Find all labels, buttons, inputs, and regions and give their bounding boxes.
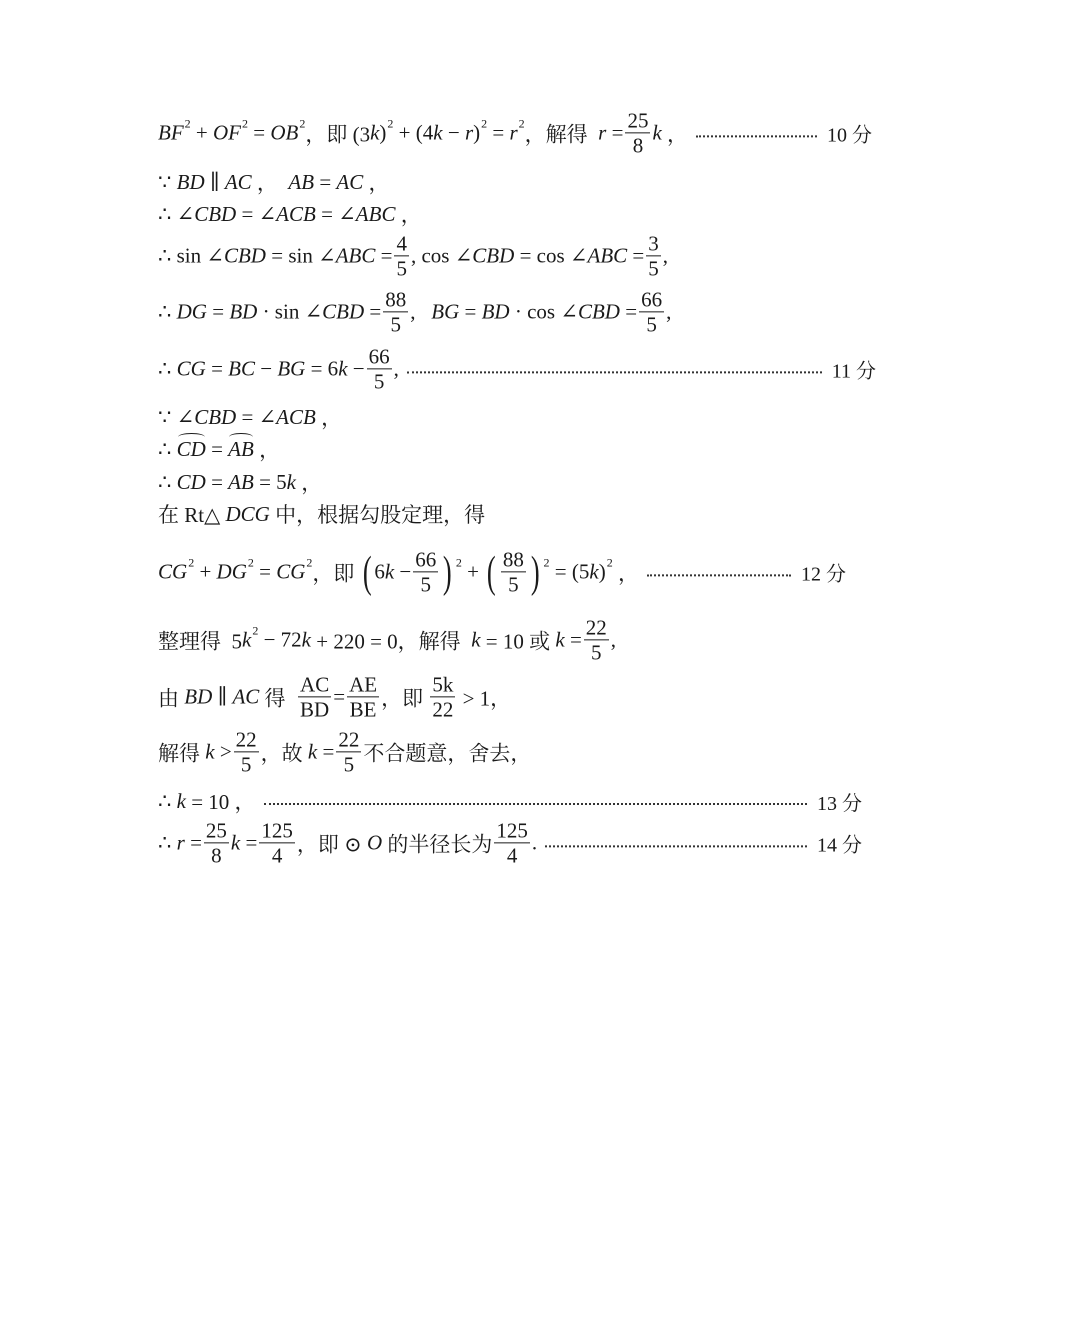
solution-line: [158, 108, 872, 157]
text: =: [314, 169, 337, 194]
text: =: [459, 299, 482, 324]
superscript: 2: [299, 116, 306, 131]
math-variable: k: [589, 559, 599, 584]
math-variable: BG: [277, 356, 306, 381]
text: >: [214, 739, 232, 764]
text: =: [315, 201, 339, 226]
text: ∴: [158, 436, 177, 461]
fraction: [501, 547, 526, 596]
text: = 10 或: [480, 629, 556, 653]
denominator: 5: [591, 640, 602, 665]
text: ∵: [158, 404, 177, 429]
math-variable: DCG: [225, 501, 270, 526]
text: · sin: [257, 299, 305, 324]
text: 由: [158, 686, 185, 710]
score-label: 11 分: [831, 360, 876, 383]
dot-leader: [264, 803, 807, 805]
superscript: 2: [543, 555, 550, 570]
math-variable: OB: [270, 120, 299, 145]
denominator: 5: [646, 312, 657, 337]
dot-leader: [545, 845, 807, 847]
math-variable: ∠CBD: [560, 299, 620, 324]
numerator: 66: [641, 287, 663, 312]
math-variable: CG: [158, 559, 188, 584]
text: ，: [251, 171, 289, 195]
numerator: 125: [261, 818, 293, 843]
fraction: [259, 818, 295, 867]
text: =: [364, 299, 382, 324]
numerator: 125: [496, 818, 528, 843]
math-variable: k: [176, 788, 186, 813]
superscript: 2: [306, 555, 313, 570]
solution-line: [158, 287, 671, 336]
score-label: 14 分: [817, 834, 862, 857]
text: +: [190, 120, 213, 145]
math-variable: BD: [184, 684, 213, 709]
denominator: 4: [506, 843, 518, 868]
score-label: 12 分: [801, 563, 846, 586]
text: =: [240, 830, 258, 855]
fraction: [584, 615, 609, 664]
fraction: [646, 231, 661, 280]
text: ∴: [158, 356, 177, 381]
numerator: AE: [349, 672, 378, 697]
text: ∥: [212, 684, 233, 709]
math-variable: r: [464, 120, 474, 145]
text: =: [375, 243, 393, 268]
math-variable: k: [307, 739, 318, 764]
text: =: [205, 469, 229, 494]
numerator: 3: [648, 231, 659, 256]
text: −: [442, 120, 465, 145]
math-variable: AC: [224, 169, 252, 194]
math-variable: r: [598, 120, 607, 145]
text: ): [379, 120, 387, 145]
math-variable: ∠CBD: [176, 404, 237, 429]
math-variable: k: [433, 120, 443, 145]
text: ∴ sin: [158, 243, 207, 268]
superscript: 2: [188, 555, 195, 570]
solution-line: [158, 547, 846, 596]
fraction: [413, 547, 438, 596]
text: = 6: [305, 356, 339, 381]
numerator: 25: [205, 818, 227, 843]
math-variable: BD: [229, 299, 258, 324]
math-variable: DG: [216, 559, 247, 584]
numerator: 88: [502, 547, 524, 572]
fraction: [204, 818, 229, 867]
text: , cos: [410, 243, 455, 268]
superscript: 2: [242, 116, 248, 131]
math-variable: r: [509, 120, 518, 145]
math-variable: k: [471, 627, 481, 652]
math-variable: k: [338, 356, 348, 381]
arc-notation: CD: [176, 436, 206, 461]
math-variable: OF: [213, 120, 241, 145]
math-variable: k: [652, 120, 662, 145]
math-variable: k: [242, 627, 252, 652]
numerator: 25: [627, 108, 649, 133]
text: −: [255, 356, 278, 381]
numerator: 66: [415, 547, 437, 572]
math-variable: k: [230, 830, 241, 855]
numerator: 22: [585, 615, 607, 640]
text: ∥: [204, 169, 225, 194]
denominator: 5: [373, 369, 385, 394]
text: ∴: [158, 469, 177, 494]
denominator: 5: [396, 256, 407, 281]
solution-line: [158, 167, 390, 197]
dot-leader: [696, 135, 817, 137]
math-variable: BD: [481, 299, 510, 324]
text: + (4: [393, 120, 434, 145]
text: ，: [612, 561, 639, 585]
text: ,: [666, 299, 672, 324]
text: =: [333, 684, 346, 709]
math-variable: k: [384, 559, 395, 584]
math-variable: ∠ACB: [258, 201, 316, 226]
solution-line: [158, 615, 616, 664]
text: 在 Rt△: [158, 503, 226, 527]
solution-line: [158, 402, 342, 432]
math-variable: DG: [176, 299, 207, 324]
text: ，: [661, 122, 689, 146]
text: =: [253, 559, 277, 584]
text: 不合题意，舍去，: [363, 741, 532, 765]
text: ,: [610, 627, 617, 652]
text: +: [461, 559, 485, 584]
fraction: [430, 672, 455, 721]
text: ,: [410, 299, 432, 324]
text: 得: [259, 686, 297, 710]
score-label: 13 分: [817, 792, 862, 815]
text: ): [598, 559, 606, 584]
text: =: [236, 201, 259, 226]
text: ，: [395, 203, 422, 227]
superscript: 2: [184, 116, 191, 131]
fraction: [639, 287, 664, 336]
text: ，: [253, 438, 281, 462]
math-variable: k: [301, 627, 311, 652]
text: ，: [363, 171, 390, 195]
math-variable: ∠CBD: [304, 299, 365, 324]
text: =: [487, 120, 510, 145]
parenthesis: (: [362, 547, 372, 596]
text: =: [317, 739, 335, 764]
math-variable: BD: [176, 169, 205, 194]
math-variable: k: [555, 627, 565, 652]
text: 中，根据勾股定理，得: [269, 503, 486, 527]
text: ∴: [158, 299, 177, 324]
dot-leader: [647, 574, 791, 576]
math-variable: CG: [276, 559, 306, 584]
denominator: 8: [211, 843, 222, 868]
fraction: [394, 231, 409, 280]
superscript: 2: [247, 555, 254, 570]
math-variable: ∠ABC: [318, 243, 376, 268]
text: ∴: [158, 201, 177, 226]
numerator: 4: [396, 231, 407, 256]
text: = 5: [253, 469, 287, 494]
text: ∴: [158, 830, 177, 855]
superscript: 2: [518, 116, 525, 131]
fraction: [298, 672, 331, 721]
text: =: [205, 356, 229, 381]
text: +: [194, 559, 217, 584]
math-variable: ∠ABC: [569, 243, 628, 268]
numerator: AC: [300, 672, 330, 697]
dot-leader: [407, 371, 822, 373]
text: + 220 = 0，解得: [311, 629, 472, 653]
text: · cos: [509, 299, 561, 324]
math-variable: ∠ACB: [258, 404, 316, 429]
text: ，: [295, 471, 323, 495]
text: ): [473, 120, 481, 145]
text: ,: [393, 356, 399, 381]
math-variable: AC: [336, 169, 364, 194]
denominator: BD: [300, 697, 330, 722]
superscript: 2: [481, 116, 488, 131]
text: = cos: [514, 243, 570, 268]
text: 6: [374, 559, 385, 584]
math-variable: BC: [228, 356, 255, 381]
superscript: 2: [387, 116, 394, 131]
denominator: 8: [632, 133, 644, 158]
fraction: [347, 672, 379, 721]
text: ，故: [260, 741, 308, 765]
text: =: [606, 120, 624, 145]
text: ∴: [158, 788, 177, 813]
text: = (5: [549, 559, 590, 584]
math-variable: ∠CBD: [206, 243, 266, 268]
text: = sin: [265, 243, 319, 268]
math-variable: AC: [232, 684, 260, 709]
solution-line: [158, 727, 531, 776]
solution-line: [158, 818, 862, 867]
fraction: [383, 287, 408, 336]
text: 解得: [158, 741, 206, 765]
text: ，即 ⊙: [296, 832, 367, 856]
fraction: [367, 344, 392, 393]
text: ,: [662, 243, 669, 268]
numerator: 22: [235, 727, 257, 752]
math-variable: ∠CBD: [176, 201, 237, 226]
denominator: 5: [343, 752, 355, 777]
text: =: [619, 299, 638, 324]
math-variable: ∠ABC: [338, 201, 396, 226]
denominator: 5: [390, 312, 402, 337]
text: − 72: [258, 627, 302, 652]
solution-line: [158, 231, 668, 280]
solution-line: [158, 434, 280, 464]
text: .: [531, 830, 538, 855]
solution-line: [158, 199, 422, 229]
text: =: [248, 120, 271, 145]
denominator: 5: [648, 256, 659, 281]
numerator: 88: [385, 287, 407, 312]
text: ∵: [158, 169, 177, 194]
text: ，即 (3: [305, 122, 371, 146]
text: =: [184, 830, 202, 855]
math-variable: CD: [176, 469, 206, 494]
text: = 10 ，: [185, 790, 256, 814]
arc-notation: AB: [228, 436, 254, 461]
text: −: [394, 559, 412, 584]
denominator: 5: [240, 752, 252, 777]
fraction: [336, 727, 361, 776]
superscript: 2: [252, 623, 259, 638]
solution-line: [158, 499, 485, 529]
fraction: [234, 727, 259, 776]
math-variable: AB: [288, 169, 315, 194]
math-variable: r: [176, 830, 185, 855]
numerator: 66: [368, 344, 390, 369]
numerator: 5k: [432, 672, 454, 697]
math-variable: CG: [176, 356, 206, 381]
solution-line: [158, 467, 322, 497]
denominator: BE: [349, 697, 377, 722]
math-variable: AB: [228, 469, 254, 494]
math-variable: ∠CBD: [454, 243, 515, 268]
math-variable: BF: [158, 120, 184, 145]
parenthesis: ): [443, 547, 452, 596]
superscript: 2: [455, 555, 462, 570]
text: ，即: [381, 686, 429, 710]
text: ，: [315, 406, 343, 430]
text: ，解得: [524, 122, 599, 146]
superscript: 2: [606, 555, 613, 570]
text: > 1，: [457, 686, 512, 710]
text: −: [347, 356, 365, 381]
math-variable: BG: [431, 299, 460, 324]
math-variable: O: [366, 830, 383, 855]
solution-line: [158, 344, 876, 393]
text: =: [206, 299, 230, 324]
score-label: 10 分: [827, 124, 872, 147]
denominator: 5: [420, 572, 431, 597]
text: =: [564, 627, 582, 652]
math-variable: k: [286, 469, 296, 494]
text: ，即: [312, 561, 360, 585]
denominator: 22: [432, 697, 454, 722]
text: 的半径长为: [382, 832, 493, 856]
text: =: [205, 436, 229, 461]
text: 整理得 5: [158, 629, 242, 653]
math-variable: k: [205, 739, 215, 764]
numerator: 22: [338, 727, 360, 752]
fraction: [494, 818, 530, 867]
text: =: [236, 404, 259, 429]
solution-line: [158, 786, 862, 816]
math-variable: k: [370, 120, 380, 145]
denominator: 5: [508, 572, 519, 597]
fraction: [625, 108, 650, 157]
parenthesis: (: [487, 547, 496, 596]
denominator: 4: [271, 843, 283, 868]
text: =: [627, 243, 645, 268]
parenthesis: ): [530, 547, 540, 596]
solution-line: [158, 672, 511, 721]
